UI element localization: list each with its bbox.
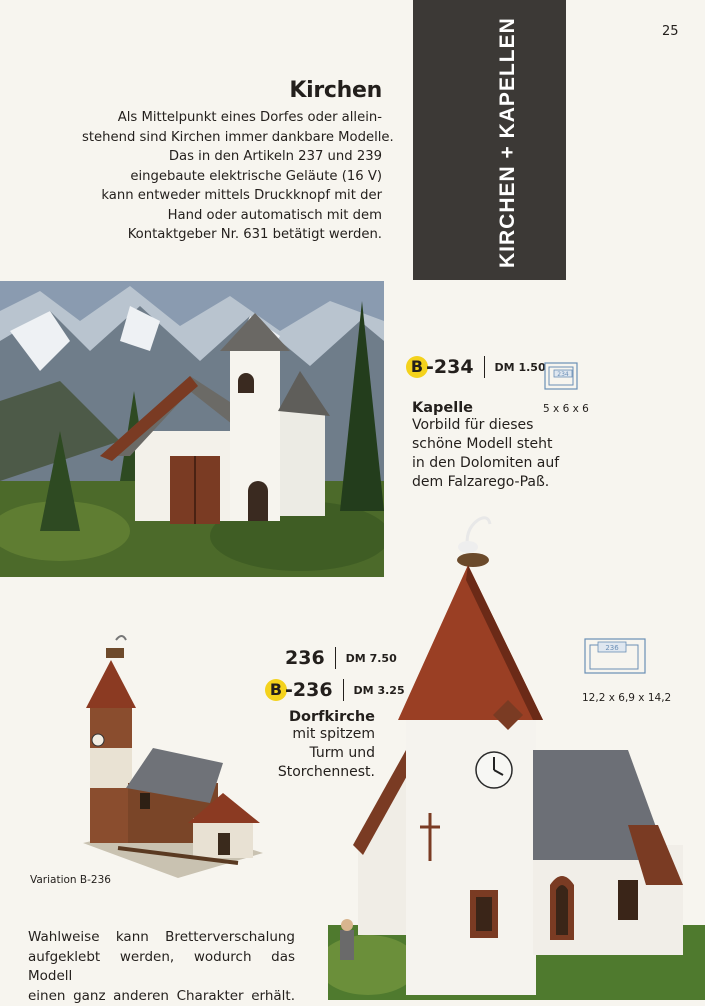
desc-line: Storchennest. [278, 763, 375, 782]
chapel-illustration [0, 281, 384, 577]
intro-line: Hand oder automatisch mit dem [82, 206, 382, 226]
variation-model-image [78, 628, 268, 887]
bottom-paragraph [28, 928, 295, 1006]
bottom-line: aufgeklebt werden, wodurch das Modell [28, 948, 295, 987]
dorfkirche-dimensions: 12,2 x 6,9 x 14,2 [582, 692, 671, 704]
dorfkirche-title: Dorfkirche [278, 709, 375, 725]
desc-line: Turm und [278, 744, 375, 763]
dorfkirche-b-price: DM 3.25 [354, 684, 405, 697]
desc-line: schöne Modell steht [412, 435, 559, 454]
dorfkirche-price: DM 7.50 [346, 652, 397, 665]
dorfkirche-b-article-number: -236 [285, 679, 333, 701]
desc-line: mit spitzem [278, 725, 375, 744]
intro-paragraph [82, 108, 382, 245]
kapelle-box-label: 234 [557, 371, 569, 378]
intro-line: stehend sind Kirchen immer dankbare Modelle. [82, 128, 382, 148]
kapelle-price: DM 1.50 [495, 361, 546, 374]
kapelle-dimensions: 5 x 6 x 6 [543, 403, 589, 415]
page-number: 25 [662, 24, 679, 39]
intro-line: Das in den Artikeln 237 und 239 [82, 147, 382, 167]
intro-line: Als Mittelpunkt eines Dorfes oder allein- [82, 108, 382, 128]
kapelle-description [412, 416, 559, 492]
intro-line: eingebaute elektrische Geläute (16 V) [82, 167, 382, 187]
section-heading: Kirchen [289, 78, 382, 103]
b-badge: B [406, 356, 428, 378]
dorfkirche-article-number: 236 [285, 647, 325, 669]
variation-caption: Variation B-236 [30, 874, 111, 886]
intro-line: kann entweder mittels Druckknopf mit der [82, 186, 382, 206]
kapelle-article-row [406, 356, 546, 378]
section-side-panel [413, 0, 566, 280]
dorfkirche-box-label: 236 [605, 644, 619, 652]
chapel-photo [0, 281, 384, 577]
kapelle-article-number: -234 [426, 356, 474, 378]
desc-line: Vorbild für dieses [412, 416, 559, 435]
desc-line: in den Dolomiten auf [412, 454, 559, 473]
separator [484, 356, 485, 378]
bottom-line: Wahlweise kann Bretterverschalung [28, 928, 295, 948]
b-badge: B [265, 679, 287, 701]
kapelle-box-icon [544, 361, 580, 397]
desc-line: dem Falzarego-Paß. [412, 473, 559, 492]
bottom-line: einen ganz anderen Charakter erhält. [28, 987, 295, 1006]
dorfkirche-model-image [328, 505, 705, 1004]
intro-line: Kontaktgeber Nr. 631 betätigt werden. [82, 225, 382, 245]
kapelle-title: Kapelle [412, 400, 473, 416]
side-panel-label: KIRCHEN + KAPELLEN [496, 17, 520, 268]
